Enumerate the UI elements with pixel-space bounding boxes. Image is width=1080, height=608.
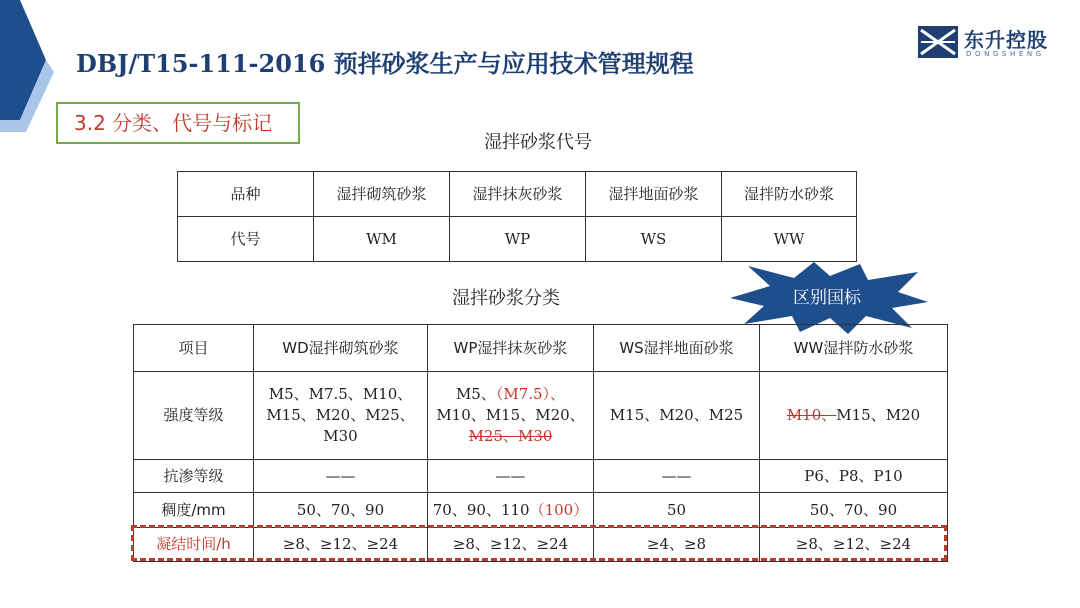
corner-decoration — [0, 0, 60, 140]
row-label: 稠度/mm — [134, 493, 254, 528]
table-cell: WP — [450, 217, 586, 262]
table-cell: 湿拌防水砂浆 — [722, 172, 857, 217]
callout-text: 区别国标 — [793, 288, 861, 308]
header-cell: WW湿拌防水砂浆 — [760, 325, 948, 372]
cell-line — [428, 384, 593, 405]
table-cell — [760, 372, 948, 460]
code-table-caption: 湿拌砂浆代号 — [484, 132, 592, 153]
section-label: 3.2 分类、代号与标记 — [56, 102, 300, 144]
row-label: 凝结时间/h — [134, 528, 254, 562]
cell-line: M30 — [323, 427, 358, 445]
table-row-consistency — [134, 493, 948, 528]
table-row-strength — [134, 372, 948, 460]
header-cell: WD湿拌砌筑砂浆 — [254, 325, 428, 372]
table-cell: 湿拌砌筑砂浆 — [314, 172, 450, 217]
table-cell: —— — [428, 460, 594, 493]
table-cell — [428, 493, 594, 528]
table-row-impermeability — [134, 460, 948, 493]
red-note: （M7.5）、 — [495, 385, 566, 403]
header-cell: 项目 — [134, 325, 254, 372]
table-cell: ≥8、≥12、≥24 — [254, 528, 428, 562]
code-table — [177, 171, 857, 262]
table-cell: P6、P8、P10 — [760, 460, 948, 493]
row-label: 抗渗等级 — [134, 460, 254, 493]
logo-name-cn: 东升控股 — [964, 28, 1048, 52]
row-label-variety: 品种 — [178, 172, 314, 217]
class-table-caption: 湿拌砂浆分类 — [452, 288, 560, 309]
table-row — [178, 172, 857, 217]
table-row-setting-time — [134, 528, 948, 562]
table-cell: M15、M20、M25 — [594, 372, 760, 460]
cell-text: M15、M20 — [836, 406, 921, 424]
table-cell: 50、70、90 — [254, 493, 428, 528]
table-cell: 50、70、90 — [760, 493, 948, 528]
table-cell: WM — [314, 217, 450, 262]
logo-mark-icon — [918, 26, 958, 58]
table-cell: WS — [586, 217, 722, 262]
cell-line: M10、M15、M20、 — [436, 406, 585, 424]
page-title: DBJ/T15-111-2016 预拌砂浆生产与应用技术管理规程 — [76, 49, 694, 78]
row-label-code: 代号 — [178, 217, 314, 262]
table-cell: —— — [594, 460, 760, 493]
table-cell: ≥4、≥8 — [594, 528, 760, 562]
table-cell: 湿拌地面砂浆 — [586, 172, 722, 217]
red-note: （100） — [529, 500, 589, 519]
table-row — [178, 217, 857, 262]
cell-line: M15、M20、M25、 — [266, 406, 415, 424]
cell-text: M5、 — [455, 385, 496, 403]
table-header-row — [134, 325, 948, 372]
header-cell: WP湿拌抹灰砂浆 — [428, 325, 594, 372]
struck-text: M25、M30 — [468, 427, 553, 445]
header-cell: WS湿拌地面砂浆 — [594, 325, 760, 372]
cell-line: M5、M7.5、M10、 — [268, 385, 413, 403]
table-cell: WW — [722, 217, 857, 262]
table-cell — [254, 372, 428, 460]
table-cell — [428, 372, 594, 460]
logo-name-en: DONGSHENG — [966, 50, 1045, 58]
table-cell: ≥8、≥12、≥24 — [760, 528, 948, 562]
table-cell: 50 — [594, 493, 760, 528]
table-cell: 湿拌抹灰砂浆 — [450, 172, 586, 217]
company-logo — [918, 24, 1068, 64]
classification-table — [133, 324, 948, 562]
row-label: 强度等级 — [134, 372, 254, 460]
struck-text: M10、 — [786, 406, 837, 424]
cell-text: 70、90、110 — [432, 500, 530, 519]
table-cell: ≥8、≥12、≥24 — [428, 528, 594, 562]
table-cell: —— — [254, 460, 428, 493]
